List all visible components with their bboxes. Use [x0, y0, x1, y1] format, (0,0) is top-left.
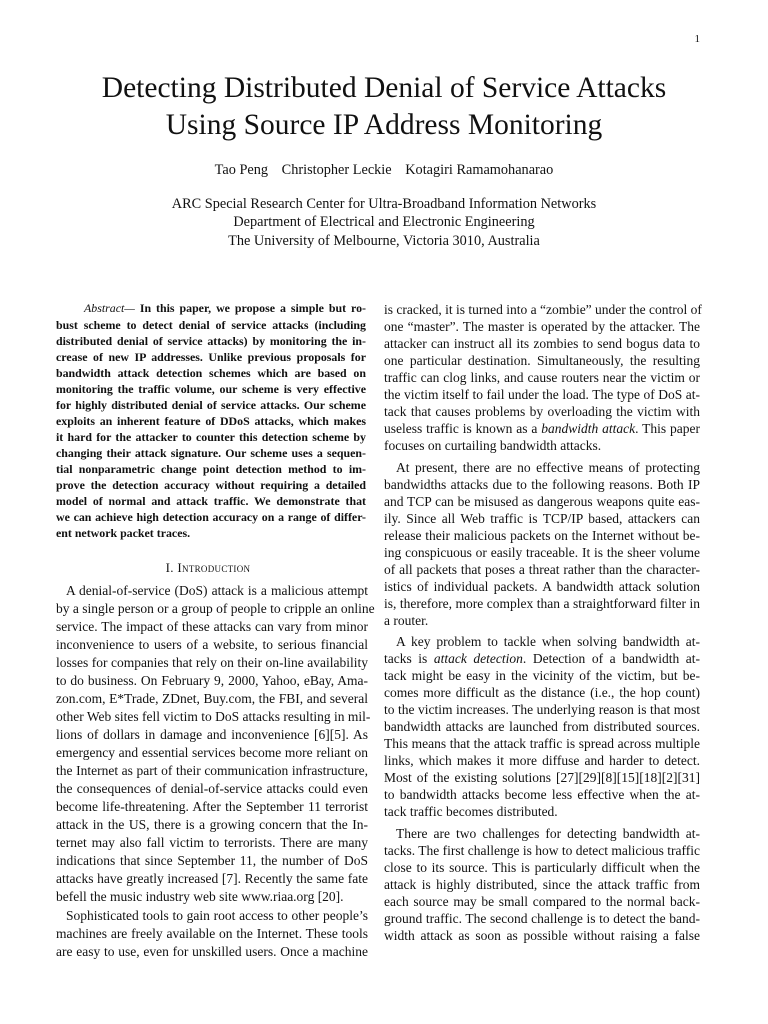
body-line: comes more difficult as the distance (i.e., the hop count) [384, 685, 700, 700]
abstract-dash: — [124, 301, 135, 315]
author-list [0, 161, 768, 179]
body-line: ily. Since all Web traffic is TCP/IP based, attackers can [384, 511, 700, 526]
body-line: attacker can instruct all its zombies to send bogus data to [384, 336, 700, 351]
text-run: tacks is [384, 651, 434, 666]
abstract-line: bandwidth attack detection schemes which are based on [56, 366, 366, 380]
body-line: A key problem to tackle when solving bandwidth at- [396, 634, 700, 649]
body-line: links, which makes it more diffuse and harder to detect. [384, 753, 700, 768]
page-number: 1 [694, 33, 700, 45]
abstract-line: crease of new IP addresses. Unlike previous proposals for [56, 350, 366, 364]
body-line: the consequences of denial-of-service attacks could even [56, 781, 368, 796]
paper-title [0, 70, 768, 144]
body-line: ternet may also fall victim to terrorists. There are many [56, 835, 368, 850]
paper-title-line: Using Source IP Address Monitoring [165, 109, 603, 141]
body-line: is, therefore, more complex than a straightforward filter in [384, 596, 700, 611]
body-line: inconvenience to users of a website, to serious financial [56, 637, 368, 652]
body-line: ing conspicuous or easily traceable. It is the sheer volume [384, 545, 700, 560]
author-name: Christopher Leckie [281, 162, 392, 178]
affiliation-line: The University of Melbourne, Victoria 3010, Australia [228, 232, 540, 249]
affiliation-line: Department of Electrical and Electronic Engineering [233, 214, 535, 231]
body-line: the victim itself to fail under the load. The type of DoS at- [384, 387, 700, 402]
body-line: bandwidth attacks are launched from distributed sources. [384, 719, 700, 734]
abstract-line: it hard for the attacker to counter this detection scheme by [56, 430, 366, 444]
body-line: losses for companies that rely on their on-line availability [56, 655, 368, 670]
abstract-line: we can achieve high detection accuracy on a range of differ- [56, 510, 366, 524]
body-line: lions of dollars in damage and inconvenience [6][5]. As [56, 727, 368, 742]
author-name: Kotagiri Ramamohanarao [405, 162, 554, 178]
author-name: Tao Peng [214, 162, 269, 178]
abstract-line: tial nonparametric change point detection method to im- [56, 462, 366, 476]
abstract-label: Abstract [84, 301, 125, 315]
body-line: become life-threatening. After the September 11 terrorist [56, 799, 368, 814]
abstract-line: prove the detection accuracy without requiring a detailed [56, 478, 366, 492]
section-heading [24, 560, 392, 576]
body-line: At present, there are no effective means of protecting [396, 460, 700, 475]
body-line: attack is highly distributed, since the attack traffic from [384, 877, 700, 892]
body-line: bandwidths attacks due to the following reasons. Both IP [384, 477, 700, 492]
body-line: to do business. On February 9, 2000, Yahoo, eBay, Ama- [56, 673, 368, 688]
body-line: tacks. The first challenge is how to detect malicious traffic [384, 843, 700, 858]
body-line: are easy to use, even for unskilled users. Once a machine [56, 944, 368, 959]
body-line: focuses on curtailing bandwidth attacks. [384, 438, 602, 453]
body-line: tack traffic becomes distributed. [384, 804, 558, 819]
abstract-line: exploits an inherent feature of DDoS attacks, which makes [56, 414, 366, 428]
text-run: . Detection of a bandwidth at- [522, 651, 700, 666]
body-line: each source may be small compared to the normal back- [384, 894, 700, 909]
abstract-line: ent network packet traces. [56, 526, 191, 540]
body-line: Most of the existing solutions [27][29][8][15][18][2][31] [384, 770, 700, 785]
emphasis-run: bandwidth attack [541, 421, 636, 436]
body-line: tack might be easy in the vicinity of the victim, but be- [384, 668, 700, 683]
emphasis-run: attack detection [433, 651, 523, 666]
body-line: attacks have greatly increased [7]. Recently the same fate [56, 871, 368, 886]
body-line: traffic can clog links, and cause routers near the victim or [384, 370, 700, 385]
body-line: A denial-of-service (DoS) attack is a malicious attempt [66, 583, 368, 598]
section-number: I. [165, 560, 174, 575]
abstract-line: monitoring the traffic volume, our scheme is very effective [56, 382, 366, 396]
body-line: width attack as soon as possible without raising a false [384, 928, 700, 943]
body-line: by a single person or a group of people to cripple an online [56, 601, 375, 616]
body-line: zon.com, E*Trade, ZDnet, Buy.com, the FBI, and several [56, 691, 368, 706]
abstract-line: changing their attack signature. Our scheme uses a sequen- [56, 446, 366, 460]
body-line: the Internet as part of their communication infrastructure, [56, 763, 368, 778]
body-line: istics of individual packets. A bandwidth attack solution [384, 579, 700, 594]
body-line: service. The impact of these attacks can vary from minor [56, 619, 368, 634]
paper-title-line: Detecting Distributed Denial of Service Attacks [101, 72, 667, 104]
body-line: emergency and essential services become more reliant on [56, 745, 368, 760]
section-title: Introduction [177, 560, 251, 575]
body-line: release their malicious packets on the Internet without be- [384, 528, 700, 543]
body-line: one “master”. The master is operated by the attacker. The [384, 319, 700, 334]
abstract-line: bust scheme to detect denial of service attacks (including [56, 318, 366, 332]
affiliation-line: ARC Special Research Center for Ultra-Broadband Information Networks [171, 196, 597, 212]
body-line: one particular destination. Simultaneously, the resulting [384, 353, 700, 368]
body-line: a router. [384, 613, 429, 628]
body-line: tack that causes problems by overloading the victim with [384, 404, 700, 419]
body-line: of all packets that poses a threat rather than the character- [384, 562, 700, 577]
body-line: and TCP can be misused as dangerous weapons quite eas- [384, 494, 700, 509]
text-run: useless traffic is known as a [384, 421, 542, 436]
abstract-line: for highly distributed denial of service attacks. Our scheme [56, 398, 366, 412]
body-line: is cracked, it is turned into a “zombie” under the control of [384, 302, 702, 317]
body-line: attack in the US, there is a growing concern that the In- [56, 817, 368, 832]
text-run: . This paper [635, 421, 700, 436]
abstract-first-line [84, 301, 366, 315]
body-line: close to its source. This is particularly difficult when the [384, 860, 700, 875]
body-line: to the victim increases. The underlying reason is that most [384, 702, 700, 717]
body-line: befell the music industry web site www.riaa.org [20]. [56, 889, 344, 904]
abstract-line: model of normal and attack traffic. We demonstrate that [56, 494, 366, 508]
body-line: This means that the attack traffic is spread across multiple [384, 736, 700, 751]
body-line: machines are freely available on the Internet. These tools [56, 926, 368, 941]
body-line: Sophisticated tools to gain root access to other people’s [66, 908, 368, 923]
body-line [384, 650, 700, 667]
body-line: ground traffic. The second challenge is to detect the band- [384, 911, 700, 926]
body-line [384, 420, 700, 437]
affiliation-block [0, 195, 768, 250]
body-line: other Web sites fell victim to DoS attacks resulting in mil- [56, 709, 371, 724]
body-line: to bandwidth attacks become less effective when the at- [384, 787, 700, 802]
abstract-line: In this paper, we propose a simple but ro- [139, 301, 366, 315]
body-line: There are two challenges for detecting bandwidth at- [396, 826, 700, 841]
body-line: indications that since September 11, the number of DoS [56, 853, 368, 868]
abstract-line: distributed denial of service attacks) by monitoring the in- [56, 334, 366, 348]
